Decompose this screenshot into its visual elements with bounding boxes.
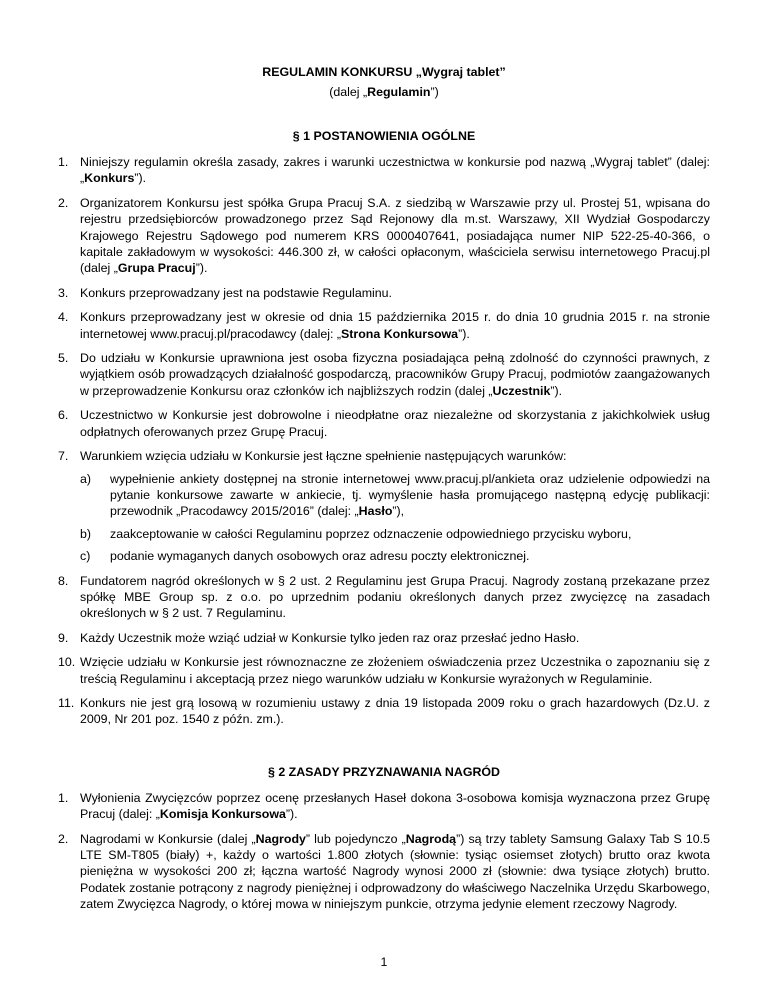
item-text-end: ”). [550, 383, 563, 398]
section-2-heading: § 2 ZASADY PRZYZNAWANIA NAGRÓD [267, 764, 500, 779]
item-number: 5. [58, 351, 69, 366]
item-term: Grupa Pracuj [117, 261, 196, 276]
section-2-list [58, 790, 710, 913]
item-text: Konkurs przeprowadzany jest w okresie od dnia 15 października 2015 r. do dnia 10 grudnia 2015 r. na stronie internetowej www.pracuj.pl/pracodawcy (dalej: „ [80, 310, 710, 341]
document-subtitle [58, 84, 710, 100]
sub-list-item [80, 471, 710, 520]
subtitle-term: Regulamin [367, 85, 431, 99]
sub-item-letter: c) [80, 549, 91, 564]
item-term-2: Nagrodą [405, 831, 457, 846]
item-text: Uczestnictwo w Konkursie jest dobrowolne i nieodpłatne oraz niezależne od skorzystania z jakichkolwiek usług odpłatnych oferowanych przez Grupę Pracuj. [80, 408, 710, 439]
list-item [58, 309, 710, 342]
list-item [58, 695, 710, 728]
list-item [58, 654, 710, 687]
item-text: Wzięcie udziału w Konkursie jest równoznaczne ze złożeniem oświadczenia przez Uczestnika o zapoznaniu się z treścią Regulaminu i akceptacją przez niego warunków udziału w Konkursie wyrażonych w Regulaminie. [80, 655, 710, 686]
item-term: Nagrody [255, 831, 306, 846]
item-number: 1. [58, 790, 69, 805]
section-1-heading: § 1 POSTANOWIENIA OGÓLNE [292, 129, 476, 143]
item-text: Warunkiem wzięcia udziału w Konkursie jest łączne spełnienie następujących warunków: [80, 449, 567, 464]
page-number: 1 [380, 955, 388, 969]
item-number: 1. [58, 155, 69, 169]
item-term: Strona Konkursowa [341, 326, 459, 341]
list-item [58, 407, 710, 440]
item-term: Konkurs [84, 171, 135, 186]
subtitle-text: (dalej „ [329, 85, 368, 99]
item-number: 3. [58, 285, 69, 300]
list-item [58, 154, 710, 187]
list-item [58, 573, 710, 622]
item-text-end: ”). [195, 261, 208, 276]
sub-item-text: wypełnienie ankiety dostępnej na stronie internetowej www.pracuj.pl/ankieta oraz udzielenie odpowiedzi na pytanie konkursowe zawarte w ankiecie, tj. wymyślenie hasła promującego następną edycję publikacji: przewodnik „Pracodawcy 2015/2016” (dalej: „ [110, 471, 710, 519]
list-item [58, 448, 710, 564]
item-text-end: ”). [458, 326, 470, 341]
item-text: Nagrodami w Konkursie (dalej „ [80, 831, 256, 846]
item-text: Konkurs nie jest grą losową w rozumieniu ustawy z dnia 19 listopada 2009 roku o grach hazardowych (Dz.U. z 2009, Nr 201 poz. 1540 z późn. zm.). [80, 695, 710, 727]
item-text-end: ”) są trzy tablety Samsung Galaxy Tab S 10.5 LTE SM-T805 (biały) +, każdy o wartości 1.800 złotych (słownie: tysiąc osiemset złotych) brutto oraz kwota pieniężna w wysokości 200 zł; łączna wartość Nagrody wynosi 2000 zł (słownie: dwa tysiące złotych) brutto. Podatek zostanie potrącony z nagrody pieniężnej i odprowadzony do właściwego Naczelnika Urzędu Skarbowego, zatem Zwycięzca Nagrody, o której mowa w niniejszym punkcie, otrzyma jedynie element rzeczowy Nagrody. [80, 831, 710, 912]
item-term: Uczestnik [492, 383, 551, 398]
item-text: Każdy Uczestnik może wziąć udział w Konkursie tylko jeden raz oraz przesłać jedno Hasło. [80, 630, 580, 645]
item-number: 9. [58, 630, 69, 645]
sub-list-item [80, 526, 710, 542]
item-number: 2. [58, 195, 69, 210]
list-item [58, 831, 710, 913]
sub-item-letter: a) [80, 471, 92, 486]
item-text: Fundatorem nagród określonych w § 2 ust. 2 Regulaminu jest Grupa Pracuj. Nagrody zostaną przekazane przez spółkę MBE Group sp. z o.o. po uprzednim podaniu określonych danych przez zwycięzcę na zasadach określonych w § 2 ust. 7 Regulaminu. [80, 573, 710, 621]
item-number: 4. [58, 310, 69, 325]
sub-item-text-end: ”), [392, 504, 405, 519]
sub-item-letter: b) [80, 526, 92, 541]
subtitle-text-end: ”) [430, 85, 439, 99]
sub-item-term: Hasło [358, 504, 393, 519]
list-item [58, 630, 710, 646]
section-1-list [58, 154, 710, 728]
item-number: 2. [58, 831, 69, 846]
item-number: 8. [58, 573, 69, 588]
item-text-end: ”). [134, 171, 147, 186]
item-text-mid: ” lub pojedynczo „ [305, 831, 406, 846]
list-item [58, 285, 710, 301]
list-item [58, 790, 710, 823]
item-text: Organizatorem Konkursu jest spółka Grupa Pracuj S.A. z siedzibą w Warszawie przy ul. Prostej 51, wpisana do rejestru przedsiębiorców prowadzonego przez Sąd Rejonowy dla m.st. Warszawy, XII Wydział Gospodarczy Krajowego Rejestru Sądowego pod numerem KRS 0000407641, posiadająca numer NIP 522-25-40-366, o kapitale zakładowym w wysokości: 446.300 zł, w całości opłaconym, właściciela serwisu internetowego Pracuj.pl (dalej „ [80, 195, 710, 276]
list-item [58, 195, 710, 277]
item-number: 10. [58, 655, 76, 670]
document-title: REGULAMIN KONKURSU „Wygraj tablet” [262, 65, 506, 79]
item-text: Wyłonienia Zwycięzców poprzez ocenę przesłanych Haseł dokona 3-osobowa komisja wyznaczona przez Grupę Pracuj (dalej: „ [80, 790, 710, 822]
document-page [58, 64, 710, 921]
list-item [58, 350, 710, 399]
sub-list-item [80, 548, 710, 564]
item-text: Konkurs przeprowadzany jest na podstawie Regulaminu. [80, 285, 393, 300]
sub-item-text: podanie wymaganych danych osobowych oraz adresu poczty elektronicznej. [110, 549, 530, 564]
conditions-sublist [80, 471, 710, 565]
item-text-end: ”). [285, 807, 298, 822]
item-number: 7. [58, 449, 69, 464]
item-text: Niniejszy regulamin określa zasady, zakres i warunki uczestnictwa w konkursie pod nazwą „Wygraj tablet” (dalej: „ [80, 155, 710, 186]
item-number: 6. [58, 408, 69, 423]
item-text: Do udziału w Konkursie uprawniona jest osoba fizyczna posiadająca pełną zdolność do czynności prawnych, z wyjątkiem osób prowadzących działalność gospodarczą, pracowników Grupy Pracuj, podmiotów zaangażowanych w przeprowadzenie Konkursu oraz członków ich najbliższych rodzin (dalej „ [80, 351, 710, 398]
sub-item-text: zaakceptowanie w całości Regulaminu poprzez odznaczenie odpowiedniego przycisku wyboru, [110, 526, 632, 541]
item-term: Komisja Konkursowa [159, 807, 286, 822]
item-number: 11. [58, 695, 75, 710]
